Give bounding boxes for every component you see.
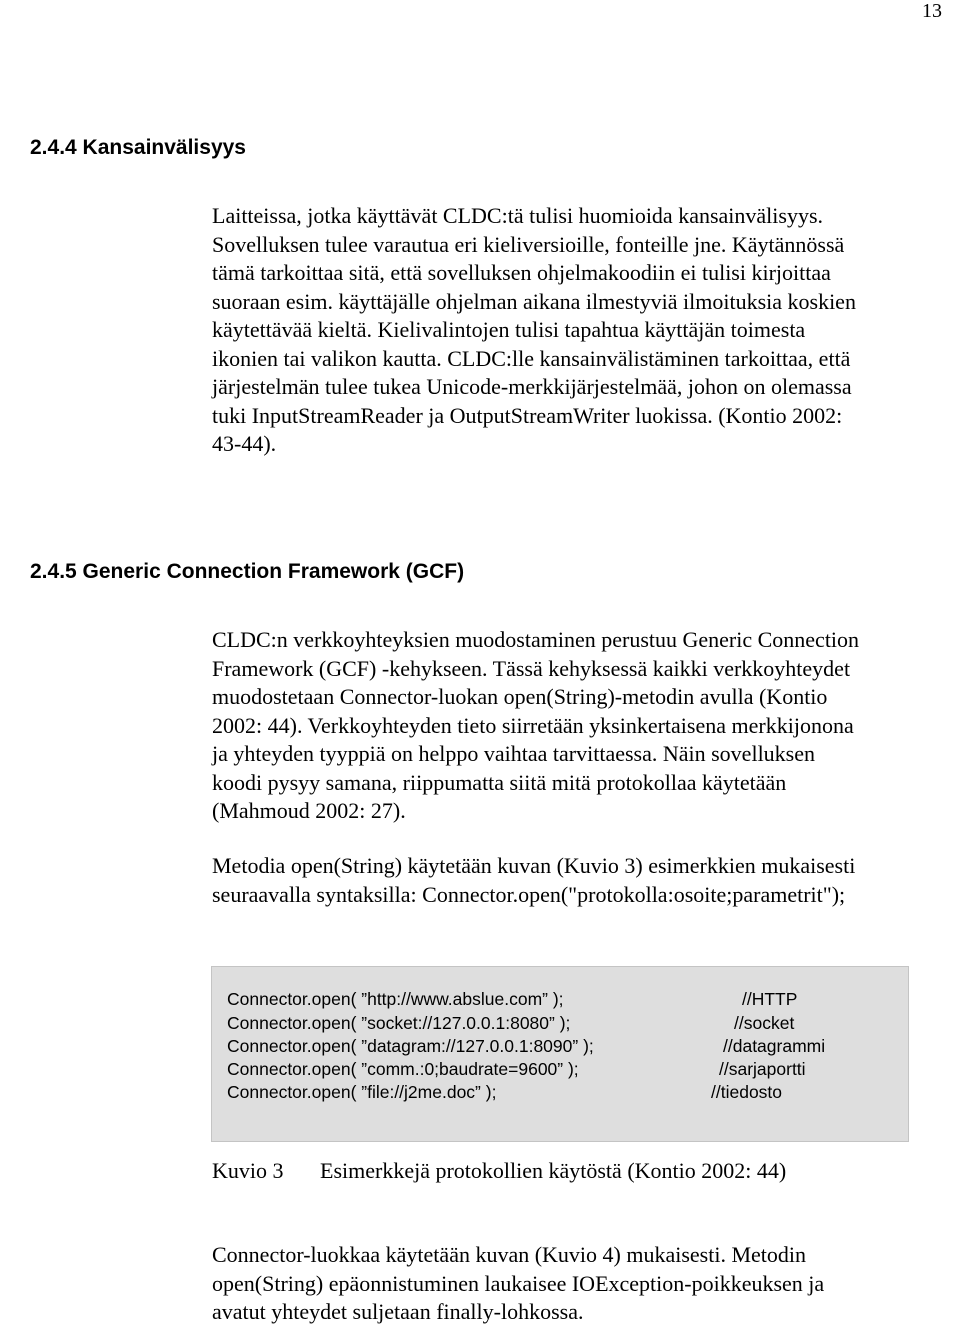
code-comment: //tiedosto — [711, 1082, 783, 1102]
text-line: (Mahmoud 2002: 27). — [212, 798, 406, 823]
section-heading-gcf: 2.4.5 Generic Connection Framework (GCF) — [30, 560, 465, 583]
code-line: Connector.open( ”comm.:0;baudrate=9600” ); — [227, 1059, 579, 1079]
code-line: Connector.open( ”file://j2me.doc” ); — [227, 1082, 497, 1102]
text-line: CLDC:n verkkoyhteyksien muodostaminen perustuu Generic Connection — [212, 627, 860, 652]
figure-caption-label: Kuvio 3 — [212, 1158, 284, 1183]
text-line: Framework (GCF) -kehykseen. Tässä kehyksessä kaikki verkkoyhteydet — [212, 655, 851, 681]
code-comment: //sarjaportti — [719, 1059, 806, 1079]
code-example-box — [211, 966, 909, 1142]
code-comment: //datagrammi — [723, 1036, 826, 1056]
text-line: Laitteissa, jotka käyttävät CLDC:tä tulisi huomioida kansainvälisyys. — [212, 203, 824, 228]
text-line: käytettävää kieltä. Kielivalintojen tulisi tapahtua käyttäjän toimesta — [212, 317, 806, 342]
code-line: Connector.open( ”datagram://127.0.0.1:8090” ); — [227, 1036, 594, 1056]
text-line: ja yhteyden tyyppiä on helppo vaihtaa tarvittaessa. Näin sovelluksen — [212, 741, 816, 766]
text-line: tuki InputStreamReader ja OutputStreamWriter luokissa. (Kontio 2002: — [212, 402, 843, 428]
paragraph-open-method — [212, 852, 960, 909]
code-comment: //socket — [734, 1013, 795, 1033]
text-line: open(String) epäonnistuminen laukaisee IOException-poikkeuksen ja — [212, 1270, 825, 1296]
text-line: muodostetaan Connector-luokan open(String)-metodin avulla (Kontio — [212, 684, 828, 709]
section-heading-internationalization: 2.4.4 Kansainvälisyys — [30, 136, 246, 159]
text-line: Sovelluksen tulee varautua eri kieliversioille, fonteille jne. Käytännössä — [212, 231, 845, 257]
text-line: ikonien tai valikon kautta. CLDC:lle kansainvälistäminen tarkoittaa, että — [212, 345, 851, 371]
paragraph-gcf — [212, 626, 960, 826]
text-line: suoraan esim. käyttäjälle ohjelman aikana ilmestyviä ilmoituksia koskien — [212, 288, 856, 314]
paragraph-connector-usage — [212, 1241, 960, 1327]
text-line: tämä tarkoittaa sitä, että sovelluksen ohjelmakoodiin ei tulisi kirjoittaa — [212, 260, 831, 285]
code-comment: //HTTP — [742, 989, 798, 1009]
text-line: seuraavalla syntaksilla: Connector.open("protokolla:osoite;parametrit"); — [212, 881, 846, 907]
paragraph-internationalization — [212, 202, 960, 459]
text-line: järjestelmän tulee tukea Unicode-merkkijärjestelmää, johon on olemassa — [212, 374, 852, 399]
figure-caption-text: Esimerkkejä protokollien käytöstä (Kontio 2002: 44) — [320, 1158, 787, 1183]
text-line: koodi pysyy samana, riippumatta siitä mitä protokollaa käytetään — [212, 769, 787, 795]
page-number: 13 — [922, 0, 942, 22]
text-line: 43-44). — [212, 431, 277, 456]
text-line: Metodia open(String) käytetään kuvan (Kuvio 3) esimerkkien mukaisesti — [212, 853, 856, 878]
code-line: Connector.open( ”socket://127.0.0.1:8080” ); — [227, 1013, 571, 1033]
text-line: 2002: 44). Verkkoyhteyden tieto siirretään yksinkertaisena merkkijonona — [212, 712, 854, 738]
text-line: Connector-luokkaa käytetään kuvan (Kuvio 4) mukaisesti. Metodin — [212, 1242, 807, 1267]
text-line: avatut yhteydet suljetaan finally-lohkossa. — [212, 1299, 584, 1324]
code-line: Connector.open( ”http://www.abslue.com” ); — [227, 989, 564, 1009]
